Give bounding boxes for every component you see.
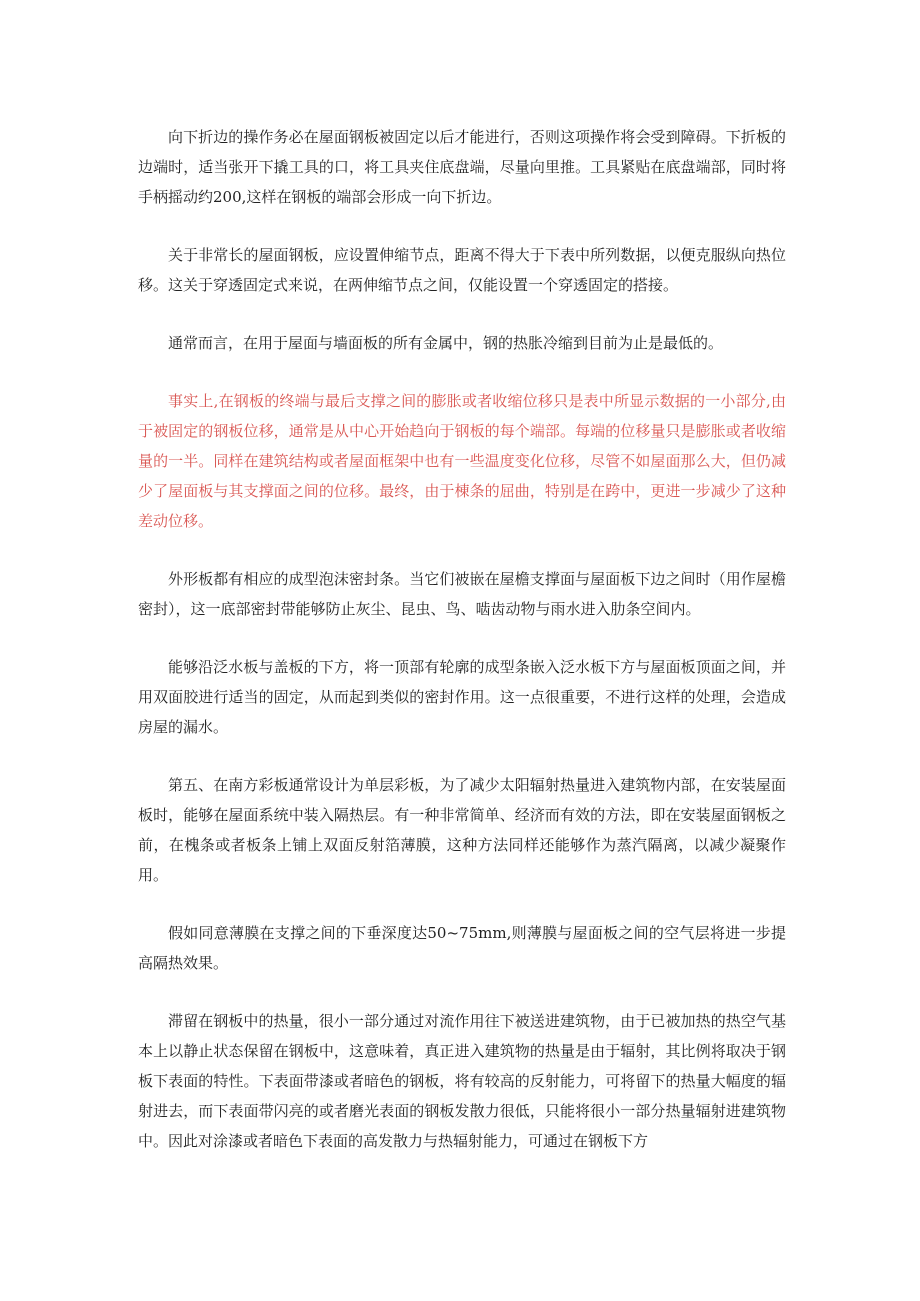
paragraph-displacement-highlight: 事实上,在钢板的终端与最后支撑之间的膨胀或者收缩位移只是表中所显示数据的一小部分,由于被固定的钢板位移，通常是从中心开始趋向于钢板的每个端部。每端的位移量只是膨胀或者收缩量的一半。同样在建筑结构或者屋面框架中也有一些温度变化位移，尽管不如屋面那么大，但仍减少了屋面板与其支撑面之间的位移。最终，由于棟条的屈曲，特别是在跨中，更进一步减少了这种差动位移。	[138, 392, 786, 530]
paragraph-thermal-expansion: 通常而言，在用于屋面与墙面板的所有金属中，钢的热胀冷缩到目前为止是最低的。	[168, 334, 724, 352]
paragraph-foam-seal: 外形板都有相应的成型泡沫密封条。当它们被嵌在屋檐支撑面与屋面板下边之间时（用作屋檐密封），这一底部密封带能够防止灰尘、昆虫、鸟、啮齿动物与雨水进入肋条空间内。	[138, 570, 786, 618]
paragraph-flashing-seal: 能够沿泛水板与盖板的下方，将一顶部有轮廓的成型条嵌入泛水板下方与屋面板顶面之间，并用双面胶进行适当的固定，从而起到类似的密封作用。这一点很重要，不进行这样的处理，会造成房屋的漏水。	[138, 658, 786, 736]
paragraph-insulation-layer: 第五、在南方彩板通常设计为单层彩板，为了减少太阳辐射热量进入建筑物内部，在安装屋面板时，能够在屋面系统中装入隔热层。有一种非常简单、经济而有效的方法，即在安装屋面钢板之前，在槐条或者板条上铺上双面反射箔薄膜，这种方法同样还能够作为蒸汽隔离，以减少凝聚作用。	[138, 776, 786, 884]
document-body	[138, 122, 786, 1184]
paragraph-membrane-sag: 假如同意薄膜在支撑之间的下垂深度达50~75mm,则薄膜与屋面板之间的空气层将进一步提高隔热效果。	[138, 924, 786, 972]
paragraph-fold-edge: 向下折边的操作务必在屋面钢板被固定以后才能进行，否则这项操作将会受到障碍。下折板的边端时，适当张开下撬工具的口，将工具夹住底盘端，尽量向里推。工具紧贴在底盘端部，同时将手柄摇动约200,这样在钢板的端部会形成一向下折边。	[138, 128, 786, 206]
paragraph-heat-radiation: 滞留在钢板中的热量，很小一部分通过对流作用往下被送进建筑物，由于已被加热的热空气基本上以静止状态保留在钢板中，这意味着，真正进入建筑物的热量是由于辐射，其比例将取决于钢板下表面的特性。下表面带漆或者暗色的钢板，将有较高的反射能力，可将留下的热量大幅度的辐射进去，而下表面带闪亮的或者磨光表面的钢板发散力很低，只能将很小一部分热量辐射进建筑物中。因此对涂漆或者暗色下表面的高发散力与热辐射能力，可通过在钢板下方	[138, 1012, 786, 1150]
paragraph-expansion-joint: 关于非常长的屋面钢板，应设置伸缩节点，距离不得大于下表中所列数据，以便克服纵向热位移。这关于穿透固定式来说，在两伸缩节点之间，仅能设置一个穿透固定的搭接。	[138, 246, 786, 294]
